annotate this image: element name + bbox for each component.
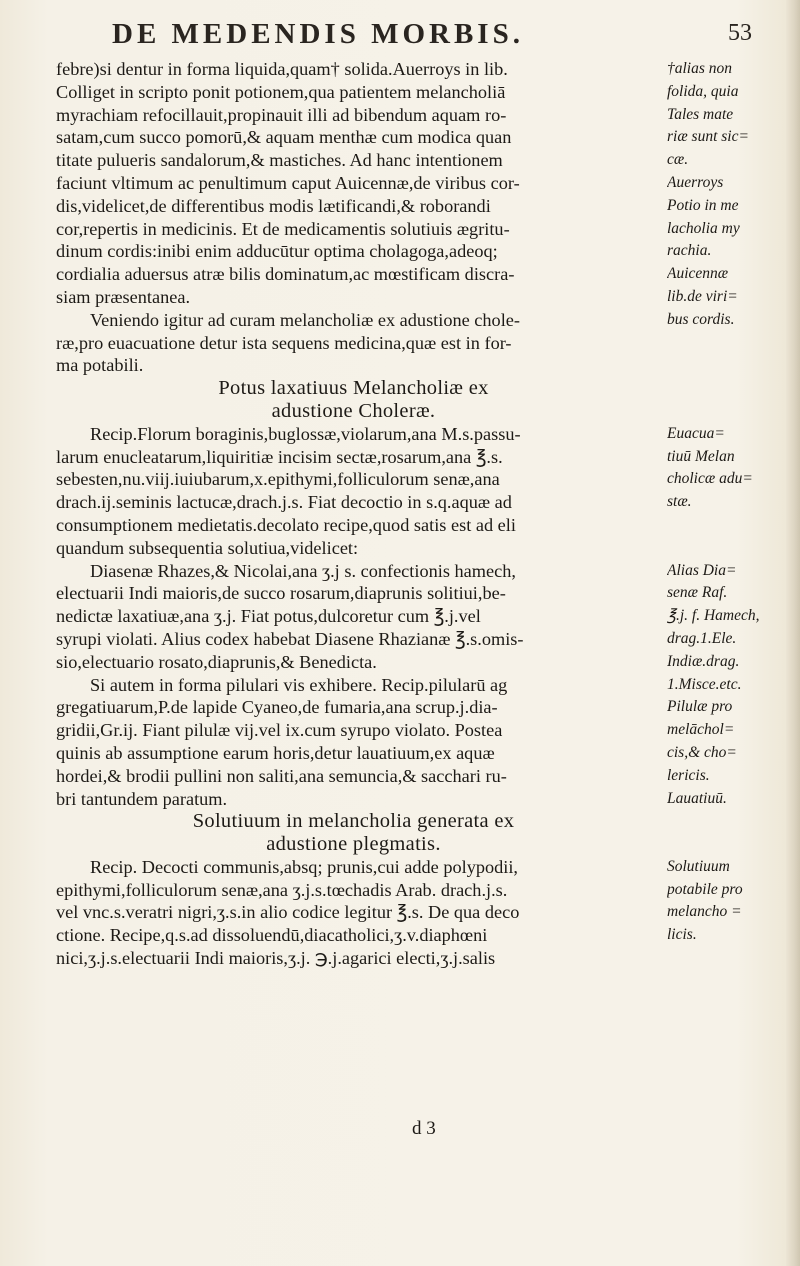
margin-note: cholicæ adu=: [667, 470, 753, 488]
margin-note: ℥.j. f. Hamech,: [667, 607, 760, 625]
margin-spacer: [667, 514, 785, 537]
margin-note: Euacua=: [667, 424, 725, 442]
margin-note: riæ sunt sic=: [667, 128, 749, 146]
text-line: ræ,pro euacuatione detur ista sequens medicina,quæ est in for-: [56, 332, 512, 353]
margin-note: 1.Misce.etc.: [667, 675, 742, 693]
section-heading-line: adustione Choleræ.: [271, 399, 436, 422]
text-line: titate pulueris sandalorum,& mastiches. Ad hanc intentionem: [56, 150, 503, 171]
margin-spacer: [667, 332, 785, 355]
text-line: hordei,& brodii pullini non saliti,ana semuncia,& sacchari ru-: [56, 765, 507, 786]
text-line: larum enucleatarum,liquiritiæ incisim sectæ,rosarum,ana ℥.s.: [56, 446, 503, 467]
margin-note: senæ Raf.: [667, 584, 728, 602]
text-line: drach.ij.seminis lactucæ,drach.j.s. Fiat decoctio in s.q.aquæ ad: [56, 492, 512, 513]
margin-note: lib.de viri=: [667, 287, 738, 305]
margin-note: lericis.: [667, 766, 710, 784]
text-line: electuarii Indi maioris,de succo rosarum,diaprunis solitiui,be-: [56, 583, 506, 604]
text-line: Veniendo igitur ad curam melancholiæ ex adustione chole-: [90, 309, 520, 330]
margin-spacer: [667, 400, 785, 423]
text-line: vel vnc.s.veratri nigri,ʒ.s.in alio codice legitur ℥.s. De qua deco: [56, 902, 520, 923]
margin-note: Auerroys: [667, 173, 724, 191]
page-edge-shadow: [786, 0, 800, 1266]
text-line: quandum subsequentia solutiua,videlicet:: [56, 537, 359, 558]
margin-note: lacholia my: [667, 219, 740, 237]
margin-note: melancho =: [667, 903, 742, 921]
text-line: ma potabili.: [56, 355, 144, 376]
running-title: DE MEDENDIS MORBIS.: [112, 18, 524, 50]
margin-note: licis.: [667, 926, 697, 944]
marginal-notes: [667, 58, 785, 970]
text-line: myrachiam refocillauit,propinauit illi ad bibendum aquam ro-: [56, 104, 507, 125]
text-line: satam,cum succo pomorū,& aquam menthæ cum modica quan: [56, 127, 512, 148]
margin-spacer: [667, 947, 785, 970]
text-line: sio,electuario rosato,diaprunis,& Benedicta.: [56, 651, 377, 672]
text-line: faciunt vltimum ac penultimum caput Auicennæ,de viribus cor-: [56, 172, 520, 193]
margin-note: cis,& cho=: [667, 743, 737, 761]
text-line: dis,videlicet,de differentibus modis lætificandi,& roborandi: [56, 195, 491, 216]
main-text-block: [56, 58, 651, 970]
margin-note: Pilulæ pro: [667, 698, 733, 716]
page-number: 53: [728, 20, 752, 46]
text-line: consumptionem medietatis.decolato recipe,quod satis est ad eli: [56, 514, 516, 535]
text-line: Recip.Florum boraginis,buglossæ,violarum,ana M.s.passu-: [90, 423, 521, 444]
margin-note: folida, quia: [667, 82, 739, 100]
section-heading-line: Potus laxatiuus Melancholiæ ex: [218, 377, 489, 400]
text-line: epithymi,folliculorum senæ,ana ʒ.j.s.tœchadis Arab. drach.j.s.: [56, 879, 508, 900]
text-line: Diasenæ Rhazes,& Nicolai,ana ʒ.j s. confectionis hamech,: [90, 560, 516, 581]
margin-spacer: [667, 537, 785, 560]
text-line: nedictæ laxatiuæ,ana ʒ.j. Fiat potus,dulcoretur cum ℥.j.vel: [56, 606, 481, 627]
margin-note: drag.1.Ele.: [667, 629, 737, 647]
text-line: Recip. Decocti communis,absq; prunis,cui adde polypodii,: [90, 856, 519, 877]
margin-note: Potio in me: [667, 196, 739, 214]
text-line: syrupi violati. Alius codex habebat Diasene Rhazianæ ℥.s.omis-: [56, 628, 524, 649]
margin-note: cæ.: [667, 151, 689, 169]
text-line: quinis ab assumptione earum horis,detur lauatiuum,ex aquæ: [56, 742, 495, 763]
margin-spacer: [667, 354, 785, 377]
margin-note: rachia.: [667, 242, 712, 260]
section-heading-line: Solutiuum in melancholia generata ex: [192, 810, 515, 833]
text-line: febre)si dentur in forma liquida,quam† solida.Auerroys in lib.: [56, 59, 508, 79]
text-line: nici,ʒ.j.s.electuarii Indi maioris,ʒ.j. ℈.j.agarici electi,ʒ.j.salis: [56, 948, 496, 969]
margin-note: stæ.: [667, 493, 692, 511]
margin-note: melāchol=: [667, 721, 735, 739]
margin-note: Auicennæ: [667, 265, 729, 283]
margin-spacer: [667, 377, 785, 400]
margin-spacer: [667, 810, 785, 833]
page-header: [112, 18, 752, 54]
text-line: dinum cordis:inibi enim adducūtur optima cholagoga,adeoq;: [56, 241, 498, 262]
text-line: cor,repertis in medicinis. Et de medicamentis solutiuis ægritu-: [56, 218, 510, 239]
margin-note: Lauatiuū.: [667, 789, 727, 807]
text-line: gridii,Gr.ij. Fiant pilulæ vij.vel ix.cum syrupo violato. Postea: [56, 720, 503, 741]
margin-note: Solutiuum: [667, 857, 730, 875]
margin-spacer: [667, 833, 785, 856]
signature-mark: d 3: [412, 1118, 436, 1139]
margin-note: Tales mate: [667, 105, 734, 123]
margin-note: tiuū Melan: [667, 447, 735, 465]
section-heading-line: adustione plegmatis.: [266, 833, 441, 856]
text-line: ctione. Recipe,q.s.ad dissoluendū,diacatholici,ʒ.v.diaphœni: [56, 925, 488, 946]
margin-note: potabile pro: [667, 880, 743, 898]
text-line: Colliget in scripto ponit potionem,qua patientem melancholiā: [56, 81, 506, 102]
margin-note: Indiæ.drag.: [667, 652, 740, 670]
margin-note: †alias non: [667, 60, 733, 77]
text-line: sebesten,nu.viij.iuiubarum,x.epithymi,folliculorum senæ,ana: [56, 469, 500, 490]
text-line: cordialia aduersus atræ bilis dominatum,ac mœstificam discra-: [56, 264, 515, 285]
margin-note: bus cordis.: [667, 310, 735, 328]
margin-note: Alias Dia=: [667, 561, 737, 579]
text-line: bri tantundem paratum.: [56, 788, 228, 809]
text-line: Si autem in forma pilulari vis exhibere. Recip.pilularū ag: [90, 674, 508, 695]
text-line: siam præsentanea.: [56, 286, 191, 307]
text-line: gregatiuarum,P.de lapide Cyaneo,de fumaria,ana scrup.j.dia-: [56, 697, 498, 718]
